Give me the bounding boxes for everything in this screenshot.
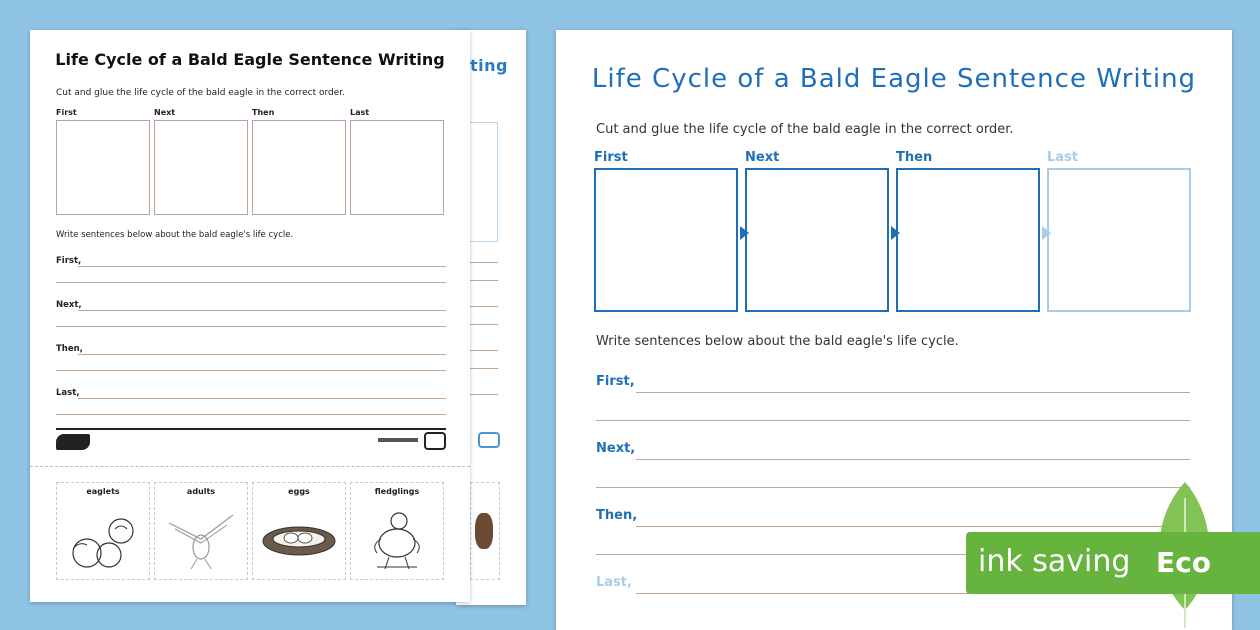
- brand-logo-icon: [56, 434, 90, 450]
- sentence-starter: Then,: [56, 344, 83, 354]
- back-sheet-writing-line: [470, 394, 498, 395]
- glue-box: [896, 168, 1040, 312]
- writing-line: [78, 310, 446, 311]
- writing-line: [78, 398, 446, 399]
- cut-card-fledglings: [350, 482, 444, 580]
- step-label: Then: [896, 150, 933, 165]
- glue-box: [252, 120, 346, 215]
- left-step-then: [252, 108, 348, 215]
- glue-box: [745, 168, 889, 312]
- step-label: Last: [1047, 150, 1079, 165]
- adult-eagle-drawing-icon: [161, 505, 241, 573]
- fledgling-drawing-icon: [357, 505, 437, 573]
- step-label: Then: [252, 108, 275, 117]
- back-sheet-writing-line: [470, 350, 498, 351]
- left-worksheet-title: Life Cycle of a Bald Eagle Sentence Writing: [55, 50, 445, 69]
- step-label: First: [594, 150, 628, 165]
- writing-line: [636, 392, 1190, 393]
- eggs-in-nest-drawing-icon: [259, 505, 339, 573]
- back-sheet-writing-line: [470, 262, 498, 263]
- right-worksheet-instruction: Cut and glue the life cycle of the bald eagle in the correct order.: [596, 122, 1014, 137]
- left-step-next: [154, 108, 250, 215]
- right-step-last: [1047, 150, 1193, 312]
- writing-line: [56, 414, 446, 415]
- right-write-prompt: Write sentences below about the bald eagle's life cycle.: [596, 334, 959, 349]
- cut-card-adults: [154, 482, 248, 580]
- back-sheet-logo-icon: [478, 432, 500, 448]
- step-label: Next: [154, 108, 176, 117]
- cut-card-eggs: [252, 482, 346, 580]
- writing-line: [636, 459, 1190, 460]
- writing-line: [56, 282, 446, 283]
- sentence-starter: Last,: [596, 575, 632, 590]
- step-label: First: [56, 108, 77, 117]
- sentence-starter: First,: [56, 256, 82, 266]
- back-sheet-writing-line: [470, 306, 498, 307]
- left-step-last: [350, 108, 446, 215]
- right-worksheet-title: Life Cycle of a Bald Eagle Sentence Writing: [591, 64, 1197, 94]
- left-step-first: [56, 108, 152, 215]
- cut-line: [30, 466, 470, 467]
- left-write-prompt: Write sentences below about the bald eagle's life cycle.: [56, 230, 294, 240]
- eco-label: Eco: [1156, 546, 1211, 579]
- footer-rule: [56, 428, 446, 430]
- back-sheet-cut-card: [470, 482, 500, 580]
- card-label: eaglets: [86, 487, 120, 496]
- sentence-starter: Then,: [596, 508, 638, 523]
- sentence-starter: Last,: [56, 388, 80, 398]
- ink-saving-eco-badge: [960, 478, 1260, 630]
- back-sheet-writing-line: [470, 368, 498, 369]
- back-sheet-step-box: [470, 122, 498, 242]
- writing-line: [56, 370, 446, 371]
- sentence-starter: First,: [596, 374, 635, 389]
- right-step-first: [594, 150, 740, 312]
- brand-badge-icon: [424, 432, 446, 450]
- sentence-starter: Next,: [596, 441, 636, 456]
- back-sheet-writing-line: [470, 280, 498, 281]
- writing-line: [596, 420, 1190, 421]
- glue-box: [594, 168, 738, 312]
- glue-box: [56, 120, 150, 215]
- right-step-next: [745, 150, 891, 312]
- step-label: Last: [350, 108, 370, 117]
- ink-saving-text: ink saving: [978, 544, 1131, 579]
- glue-box: [154, 120, 248, 215]
- sentence-starter: Next,: [56, 300, 82, 310]
- writing-line: [56, 326, 446, 327]
- eaglets-drawing-icon: [63, 505, 143, 573]
- cut-card-eaglets: [56, 482, 150, 580]
- back-sheet-writing-line: [470, 324, 498, 325]
- left-worksheet-instruction: Cut and glue the life cycle of the bald eagle in the correct order.: [56, 88, 346, 98]
- glue-box: [1047, 168, 1191, 312]
- card-label: eggs: [288, 487, 310, 496]
- card-label: fledglings: [374, 487, 420, 496]
- writing-line: [78, 266, 446, 267]
- glue-box: [350, 120, 444, 215]
- step-label: Next: [745, 150, 780, 165]
- footer-url-mark: [378, 438, 418, 442]
- left-worksheet: [30, 30, 470, 602]
- right-step-then: [896, 150, 1042, 312]
- writing-line: [78, 354, 446, 355]
- card-label: adults: [186, 487, 216, 496]
- back-sheet-title-fragment: ting: [470, 56, 508, 75]
